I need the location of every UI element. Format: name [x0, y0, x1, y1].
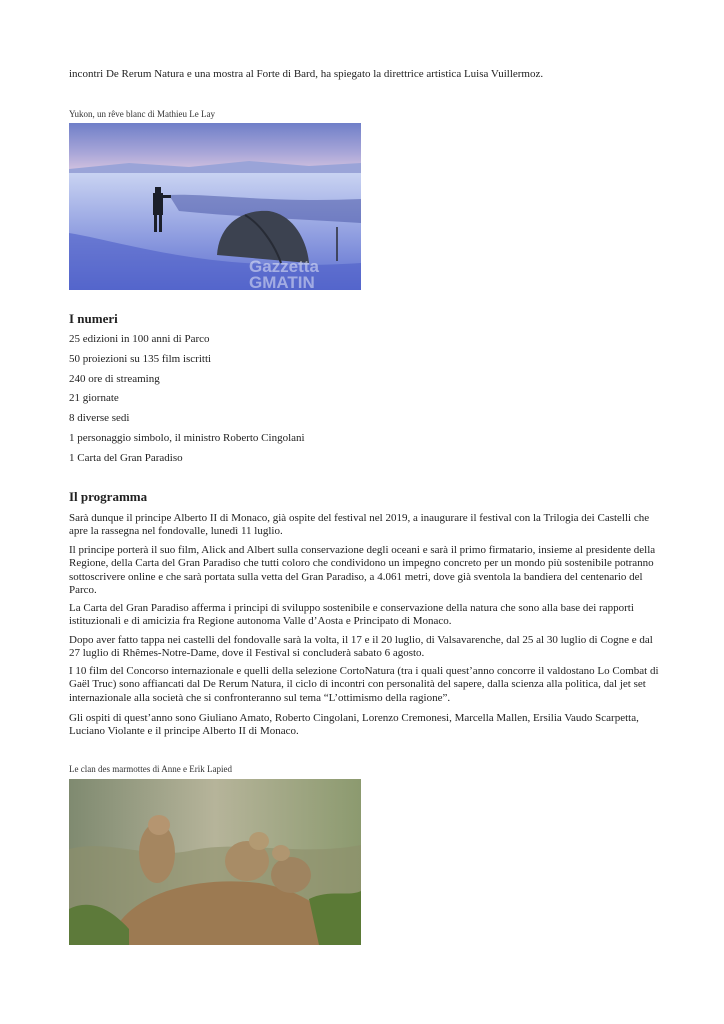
list-item: 1 Carta del Gran Paradiso [69, 451, 183, 464]
photo-caption-marmottes: Le clan des marmottes di Anne e Erik Lapied [69, 764, 232, 774]
photo-marmots [69, 779, 361, 945]
watermark-line1: Gazzetta [249, 257, 319, 276]
numeri-list [69, 333, 305, 472]
photo-yukon-snow-tent [69, 123, 361, 290]
watermark-line2: GMATIN [249, 273, 315, 290]
intro-paragraph: incontri De Rerum Natura e una mostra al Forte di Bard, ha spiegato la direttrice artistica Luisa Vuillermoz. [69, 68, 544, 80]
programma-paragraph: I 10 film del Concorso internazionale e quelli della selezione CortoNatura (tra i quali quest’anno concorre il valdostano Lo Combat di Gaël Truc) sono affiancati dal De Rerum Natura, il ciclo di incontri con personalità del sapere, dalla scienza alla politica, dal jet set internazionale alla società che si confronteranno sul tema “L’ottimismo della ragione”. [69, 665, 659, 704]
section-heading-programma: Il programma [69, 489, 148, 504]
section-heading-numeri: I numeri [69, 311, 118, 326]
programma-paragraph: Dopo aver fatto tappa nei castelli del fondovalle sarà la volta, il 17 e il 20 luglio, di Valsavarenche, dal 25 al 30 luglio di Cogne e dal 27 luglio di Rhêmes-Notre-Dame, dove il Festival si concluderà sabato 6 agosto. [69, 634, 653, 660]
list-item: 25 edizioni in 100 anni di Parco [69, 333, 210, 345]
list-item: 1 personaggio simbolo, il ministro Roberto Cingolani [69, 431, 305, 444]
list-item: 240 ore di streaming [69, 372, 160, 385]
programma-paragraph: Gli ospiti di quest’anno sono Giuliano Amato, Roberto Cingolani, Lorenzo Cremonesi, Marcella Mallen, Ersilia Vaudo Scarpetta, Luciano Violante e il principe Alberto II di Monaco. [69, 712, 639, 738]
photo-caption-yukon: Yukon, un rêve blanc di Mathieu Le Lay [69, 109, 215, 119]
list-item: 21 giornate [69, 392, 119, 405]
programma-paragraph: Sarà dunque il principe Alberto II di Monaco, già ospite del festival nel 2019, a inaugurare il festival con la Trilogia dei Castelli che apre la rassegna nel fondovalle, lunedì 11 luglio. [69, 512, 650, 538]
programma-paragraph: La Carta del Gran Paradiso afferma i principi di sviluppo sostenibile e conservazione della natura che sono alla base dei rapporti istituzionali e di amicizia fra Regione autonoma Valle d’Aosta e Principato di Monaco. [69, 602, 634, 628]
list-item: 8 diverse sedi [69, 412, 130, 425]
programma-paragraph: Il principe porterà il suo film, Alick and Albert sulla conservazione degli oceani e sarà il primo firmatario, insieme al presidente della Regione, della Carta del Gran Paradiso che tutti coloro che condividono un impegno concreto per un mondo più sostenibile potranno sottoscrivere online e che sarà portata sulla vetta del Gran Paradiso, a 4.061 metri, dove già sventola la bandiera del centenario del Parco. [69, 544, 656, 597]
list-item: 50 proiezioni su 135 film iscritti [69, 352, 212, 365]
